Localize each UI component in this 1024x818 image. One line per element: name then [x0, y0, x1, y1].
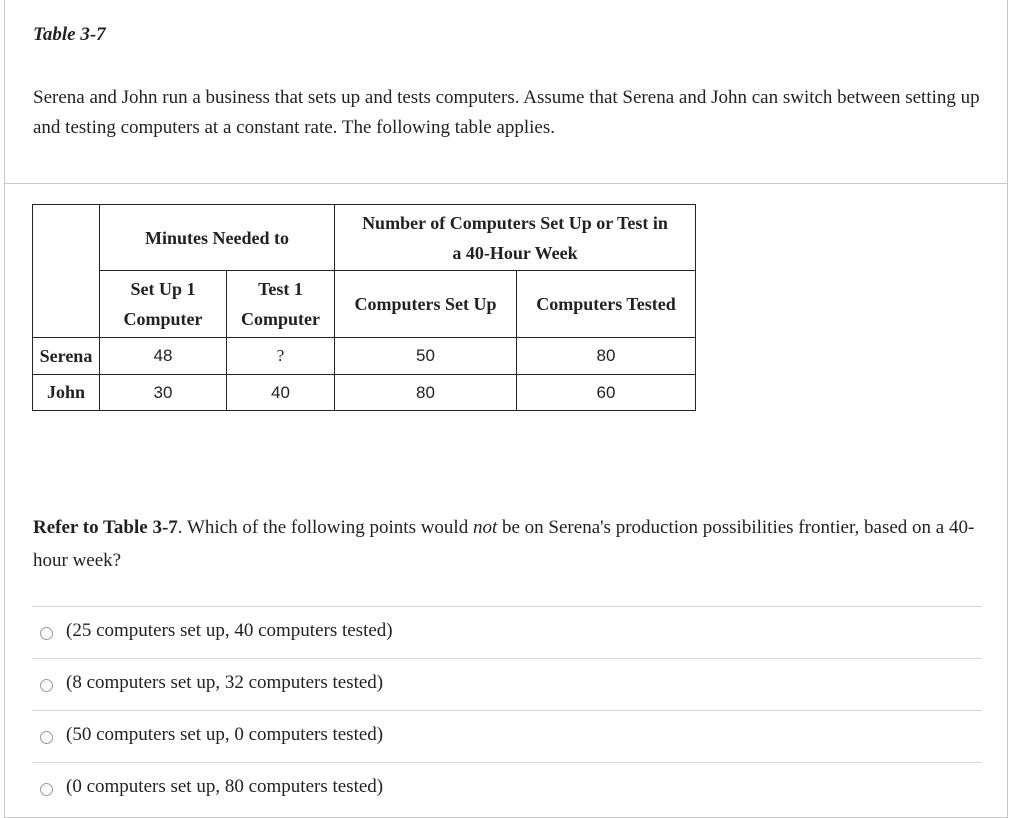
- section-divider: [4, 183, 1008, 184]
- setup-minutes-value: 48: [100, 338, 227, 375]
- test-minutes-value: ?: [227, 338, 335, 375]
- table-corner-cell: [33, 205, 100, 338]
- row-name: John: [33, 375, 100, 411]
- table-title: Table 3-7: [33, 24, 106, 45]
- computers-tested-header: Computers Tested: [517, 271, 696, 338]
- intro-text: Serena and John run a business that sets up and tests computers. Assume that Serena and John can switch between setting up and testing computers at a constant rate. The following table applies.: [33, 87, 980, 138]
- question-table-ref: Refer to Table 3-7: [33, 517, 178, 538]
- computers-set-up-header: Computers Set Up: [335, 271, 517, 338]
- table-row-john: [33, 375, 696, 411]
- computers-set-up-value: 50: [335, 338, 517, 375]
- question-text-part1: . Which of the following points would: [177, 517, 473, 538]
- setup-minutes-header-line2: Computer: [123, 309, 203, 329]
- option-label[interactable]: (25 computers set up, 40 computers tested): [66, 620, 393, 641]
- answer-option[interactable]: [32, 762, 982, 814]
- answer-option[interactable]: [32, 658, 982, 710]
- answer-option[interactable]: [32, 606, 982, 658]
- minutes-needed-header: Minutes Needed to: [100, 205, 335, 271]
- computers-tested-value: 60: [517, 375, 696, 411]
- test-minutes-header: [227, 271, 335, 338]
- computers-per-week-header: [335, 205, 696, 271]
- answer-options: [32, 606, 982, 814]
- option-label[interactable]: (50 computers set up, 0 computers tested): [66, 724, 384, 745]
- test-minutes-header-line2: Computer: [241, 309, 320, 329]
- option-label[interactable]: (0 computers set up, 80 computers tested): [66, 776, 384, 797]
- row-name: Serena: [33, 338, 100, 375]
- setup-minutes-header-line1: Set Up 1: [130, 279, 196, 299]
- option-label[interactable]: (8 computers set up, 32 computers tested): [66, 672, 384, 693]
- table-row-serena: [33, 338, 696, 375]
- computers-tested-value: 80: [517, 338, 696, 375]
- data-table: [32, 204, 696, 411]
- test-minutes-value: 40: [227, 375, 335, 411]
- question-text: [33, 511, 988, 577]
- answer-option[interactable]: [32, 710, 982, 762]
- test-minutes-header-line1: Test 1: [258, 279, 303, 299]
- radio-button[interactable]: [40, 679, 53, 692]
- computers-set-up-value: 80: [335, 375, 517, 411]
- question-text-part2: be on Serena's production possibilities frontier, based on a 40-hour week?: [33, 517, 975, 571]
- question-emphasis: not: [472, 517, 498, 538]
- radio-button[interactable]: [40, 783, 53, 796]
- computers-per-week-header-line1: Number of Computers Set Up or Test in: [362, 212, 668, 233]
- setup-minutes-header: [100, 271, 227, 338]
- setup-minutes-value: 30: [100, 375, 227, 411]
- computers-per-week-header-line2: a 40-Hour Week: [452, 242, 578, 263]
- radio-button[interactable]: [40, 627, 53, 640]
- radio-button[interactable]: [40, 731, 53, 744]
